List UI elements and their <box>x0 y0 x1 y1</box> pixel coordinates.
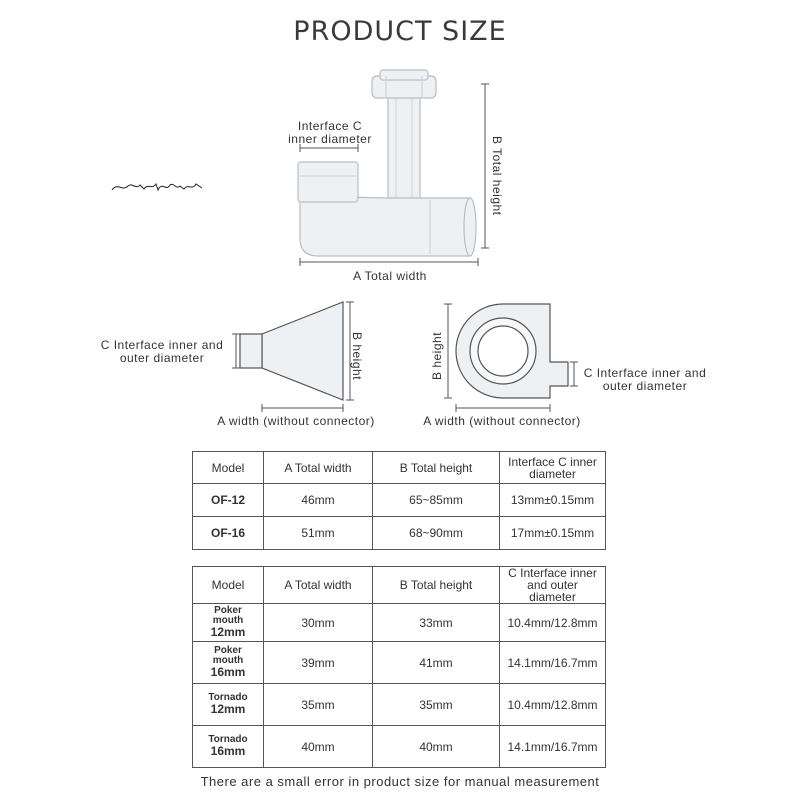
table-header-row <box>193 452 606 484</box>
cell-c: 13mm±0.15mm <box>500 484 606 517</box>
cell-b: 40mm <box>373 726 500 768</box>
header-b: B Total height <box>373 452 500 484</box>
total-height-label: B Total height <box>490 136 504 216</box>
page-title: PRODUCT SIZE <box>293 16 507 47</box>
poker-width-label: A width (without connector) <box>217 414 375 428</box>
cell-c: 10.4mm/12.8mm <box>500 684 606 726</box>
cell-model: Tornado 16mm <box>193 726 264 768</box>
poker-height-label: B height <box>350 332 364 381</box>
cell-c: 14.1mm/16.7mm <box>500 642 606 684</box>
cell-b: 65~85mm <box>373 484 500 517</box>
cell-b: 35mm <box>373 684 500 726</box>
header-a: A Total width <box>264 567 373 604</box>
cell-c: 10.4mm/12.8mm <box>500 604 606 642</box>
poker-interface-label: C Interface inner and outer diameter <box>100 338 224 365</box>
total-width-label: A Total width <box>353 269 427 283</box>
table-row <box>193 484 606 517</box>
cell-b: 68~90mm <box>373 517 500 550</box>
table-row <box>193 517 606 550</box>
cell-model: OF-16 <box>193 517 264 550</box>
header-a: A Total width <box>264 452 373 484</box>
cell-a: 40mm <box>264 726 373 768</box>
cell-a: 51mm <box>264 517 373 550</box>
tornado-drawing <box>456 304 568 398</box>
spec-table-1 <box>192 451 606 550</box>
table-row <box>193 642 606 684</box>
footer-note: There are a small error in product size for manual measurement <box>200 774 600 789</box>
cell-a: 35mm <box>264 684 373 726</box>
header-c: C Interface inner and outer diameter <box>500 567 606 604</box>
poker-mouth-drawing <box>240 302 343 400</box>
elbow-pipe-drawing <box>298 70 476 256</box>
cell-a: 39mm <box>264 642 373 684</box>
table-row <box>193 726 606 768</box>
table-row <box>193 604 606 642</box>
cell-b: 41mm <box>373 642 500 684</box>
tornado-width-label: A width (without connector) <box>423 414 581 428</box>
spec-table-2 <box>192 566 606 768</box>
header-model: Model <box>193 567 264 604</box>
cell-model: Poker mouth 16mm <box>193 642 264 684</box>
header-b: B Total height <box>373 567 500 604</box>
tornado-height-label: B height <box>430 331 444 380</box>
cell-c: 14.1mm/16.7mm <box>500 726 606 768</box>
header-c: Interface C inner diameter <box>500 452 606 484</box>
cell-model: OF-12 <box>193 484 264 517</box>
header-model: Model <box>193 452 264 484</box>
cell-model: Tornado 12mm <box>193 684 264 726</box>
cell-model: Poker mouth 12mm <box>193 604 264 642</box>
cell-c: 17mm±0.15mm <box>500 517 606 550</box>
table-row <box>193 684 606 726</box>
cell-b: 33mm <box>373 604 500 642</box>
interface-c-label: Interface C inner diameter <box>288 119 372 146</box>
cell-a: 46mm <box>264 484 373 517</box>
cell-a: 30mm <box>264 604 373 642</box>
tornado-interface-label: C Interface inner and outer diameter <box>583 366 707 393</box>
table-header-row <box>193 567 606 604</box>
